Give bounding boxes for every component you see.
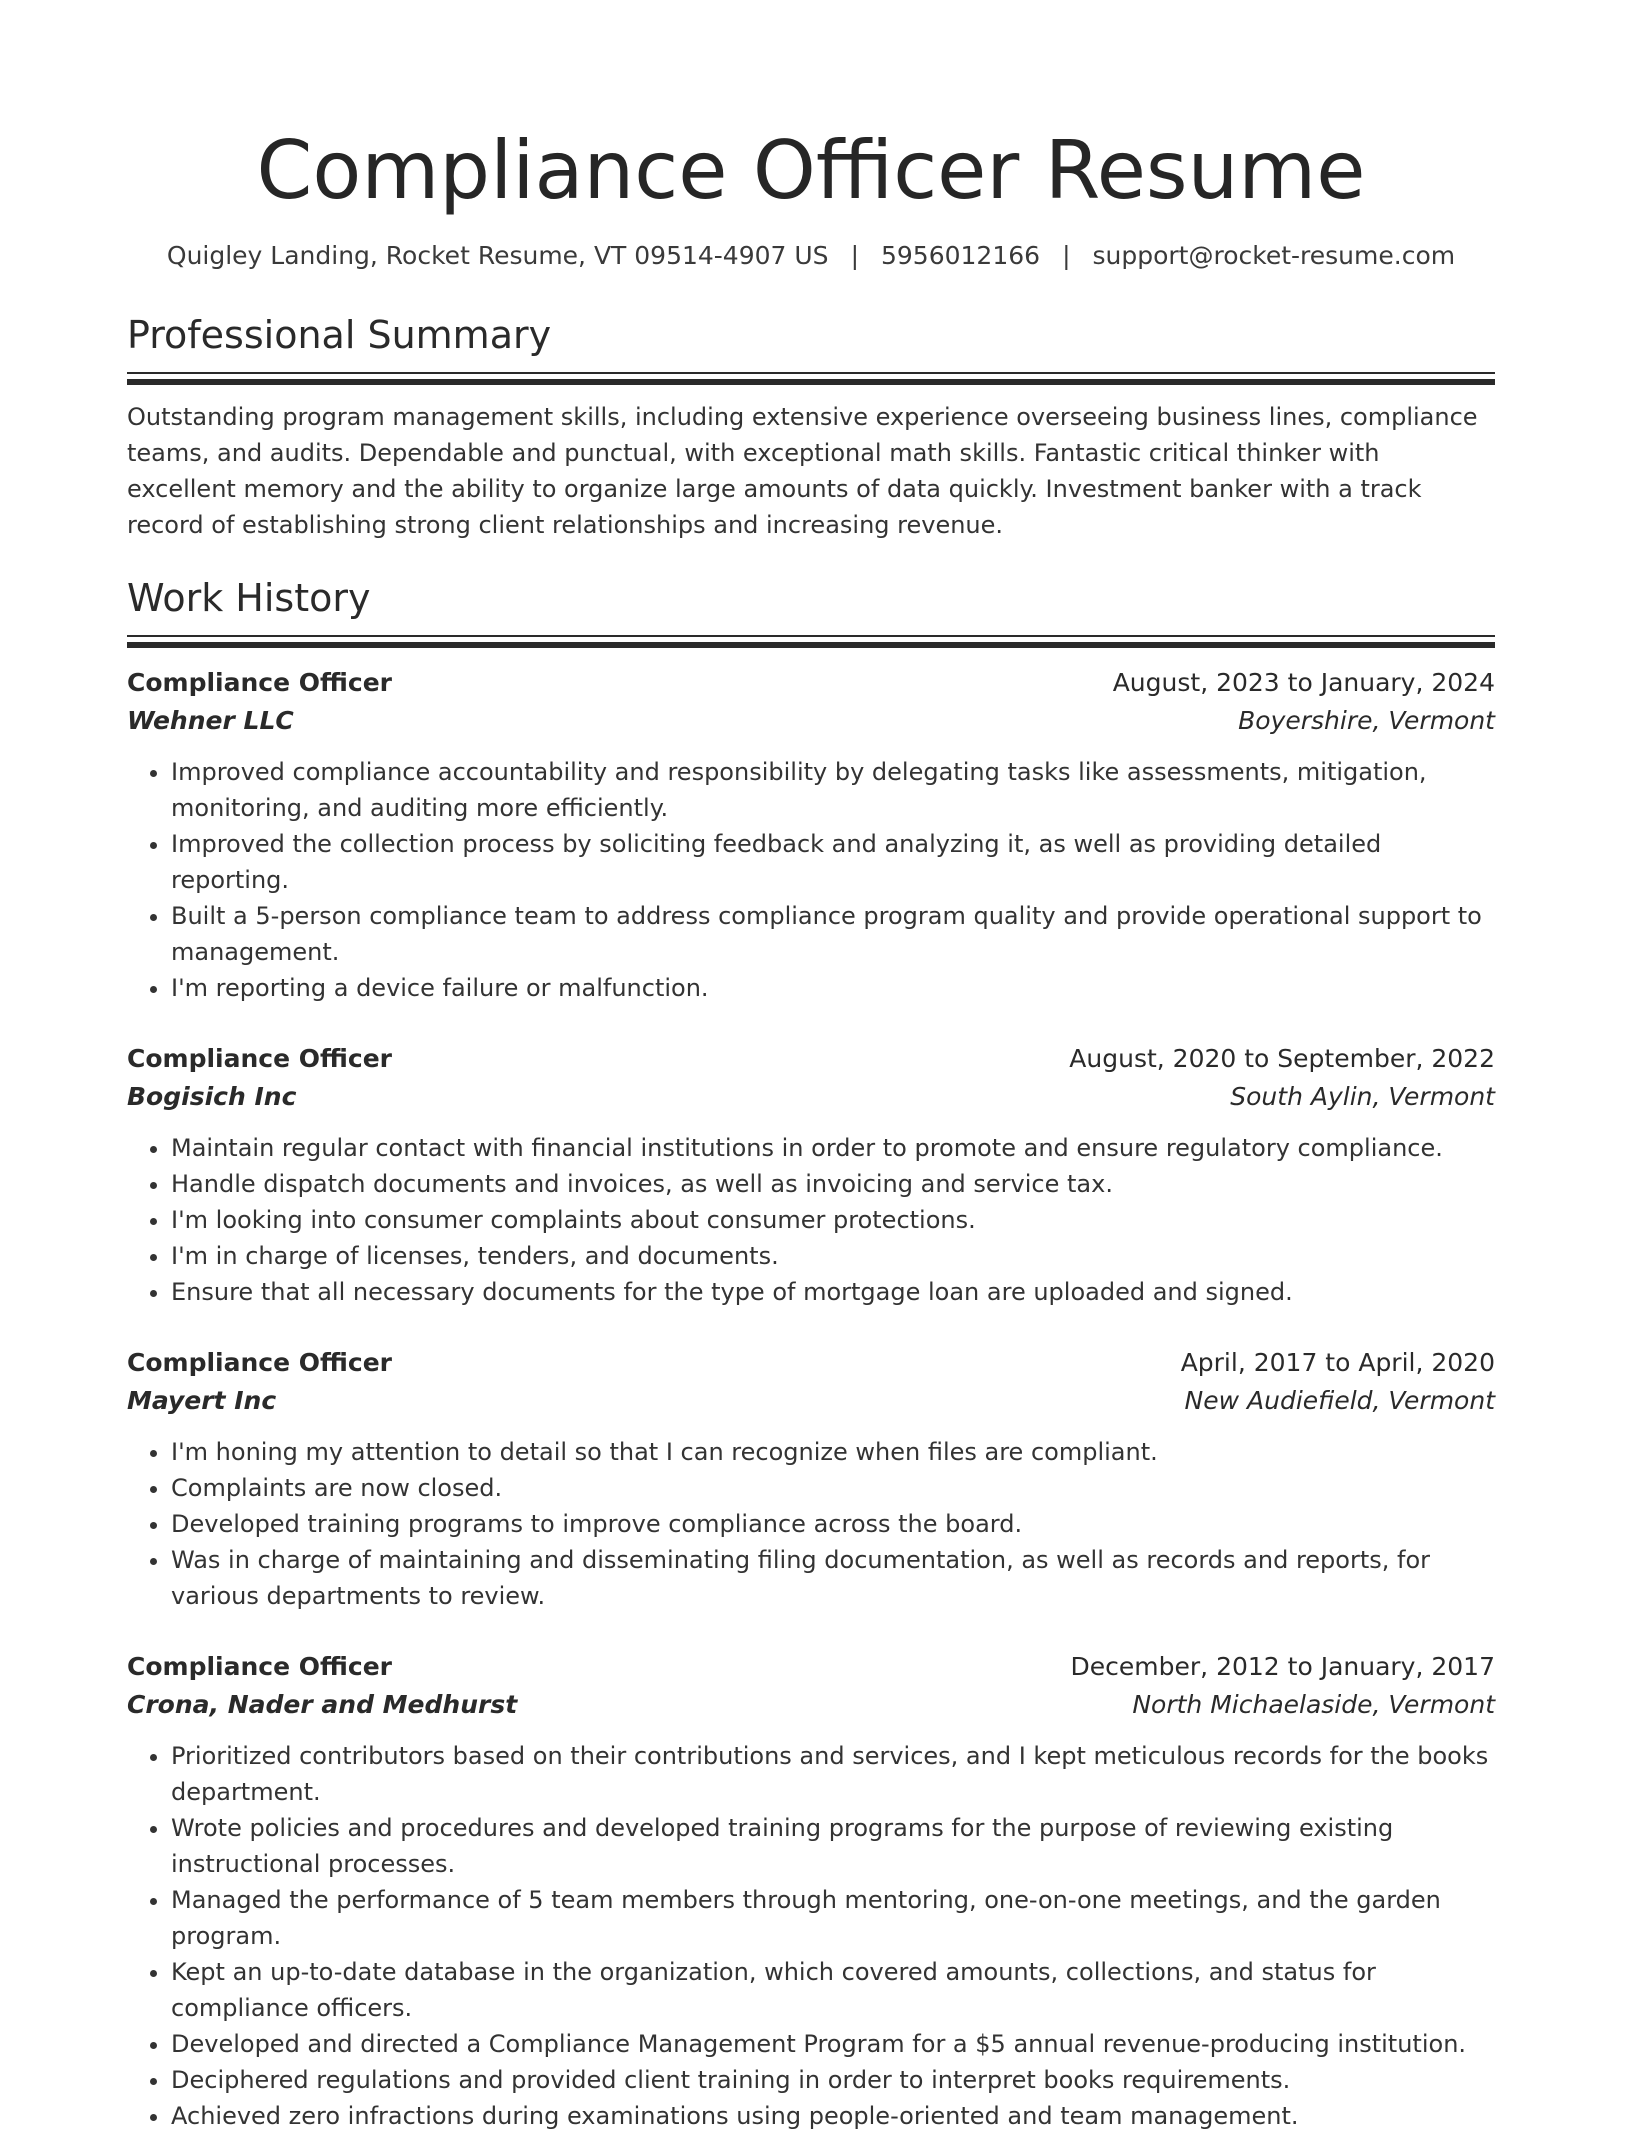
section-heading-work-history: Work History bbox=[127, 576, 371, 620]
job-bullet: • Was in charge of maintaining and disseminating filing documentation, as well as records and reports, for various departments to review. bbox=[171, 1542, 1495, 1614]
contact-address: Quigley Landing, Rocket Resume, VT 09514-4907 US bbox=[166, 241, 829, 270]
job-bullet: • Handle dispatch documents and invoices, as well as invoicing and service tax. bbox=[171, 1166, 1495, 1202]
contact-separator: | bbox=[1062, 241, 1071, 270]
contact-separator: | bbox=[850, 241, 859, 270]
job-title: Compliance Officer bbox=[127, 1348, 392, 1377]
job-bullet: • I'm looking into consumer complaints about consumer protections. bbox=[171, 1202, 1495, 1238]
job-bullet: • Built a 5-person compliance team to address compliance program quality and provide operational support to management. bbox=[171, 898, 1495, 970]
job-title-row bbox=[127, 664, 1495, 702]
job-bullet: • I'm in charge of licenses, tenders, and documents. bbox=[171, 1238, 1495, 1274]
job-company: Bogisich Inc bbox=[127, 1082, 297, 1111]
contact-phone: 5956012166 bbox=[881, 241, 1041, 270]
job-bullet: • Managed the performance of 5 team members through mentoring, one-on-one meetings, and the garden program. bbox=[171, 1882, 1495, 1954]
job-bullet: • Improved the collection process by soliciting feedback and analyzing it, as well as providing detailed reporting. bbox=[171, 826, 1495, 898]
job-dates: April, 2017 to April, 2020 bbox=[1180, 1348, 1495, 1377]
section-divider bbox=[127, 635, 1495, 648]
contact-line bbox=[127, 238, 1495, 274]
job-list bbox=[127, 664, 1495, 2134]
professional-summary-section bbox=[127, 312, 1495, 543]
job-bullet: • Wrote policies and procedures and developed training programs for the purpose of reviewing existing instructional processes. bbox=[171, 1810, 1495, 1882]
job-bullet-list bbox=[127, 1130, 1495, 1310]
job-title-row bbox=[127, 1648, 1495, 1686]
contact-email: support@rocket-resume.com bbox=[1092, 241, 1456, 270]
page-title: Compliance Officer Resume bbox=[256, 124, 1366, 217]
job-company: Wehner LLC bbox=[127, 706, 294, 735]
job-bullet: • Developed and directed a Compliance Management Program for a $5 annual revenue-producing institution. bbox=[171, 2026, 1495, 2062]
job-company: Crona, Nader and Medhurst bbox=[127, 1690, 518, 1719]
job-entry bbox=[127, 1344, 1495, 1614]
job-bullet: • Ensure that all necessary documents for the type of mortgage loan are uploaded and signed. bbox=[171, 1274, 1495, 1310]
section-heading-summary: Professional Summary bbox=[127, 313, 552, 357]
job-bullet: • Complaints are now closed. bbox=[171, 1470, 1495, 1506]
job-location: North Michaelaside, Vermont bbox=[1132, 1690, 1495, 1719]
job-company-row bbox=[127, 1686, 1495, 1724]
resume-page bbox=[127, 0, 1495, 2134]
job-bullet: • Deciphered regulations and provided client training in order to interpret books requirements. bbox=[171, 2062, 1495, 2098]
job-bullet: • Prioritized contributors based on their contributions and services, and I kept meticulous records for the books department. bbox=[171, 1738, 1495, 1810]
job-bullet: • I'm honing my attention to detail so that I can recognize when files are compliant. bbox=[171, 1434, 1495, 1470]
section-divider bbox=[127, 372, 1495, 385]
job-bullet-list bbox=[127, 1738, 1495, 2134]
job-title: Compliance Officer bbox=[127, 1652, 392, 1681]
job-title-row bbox=[127, 1344, 1495, 1382]
job-entry bbox=[127, 1040, 1495, 1310]
summary-text: Outstanding program management skills, including extensive experience overseeing business lines, compliance teams, and audits. Dependable and punctual, with exceptional math skills. Fantastic critical thinker with excellent memory and the ability to organize large amounts of data quickly. Investment banker with a track record of establishing strong client relationships and increasing revenue. bbox=[127, 403, 1478, 539]
job-bullet: • I'm reporting a device failure or malfunction. bbox=[171, 970, 1495, 1006]
work-history-section bbox=[127, 575, 1495, 2134]
job-location: New Audiefield, Vermont bbox=[1184, 1386, 1495, 1415]
job-title: Compliance Officer bbox=[127, 1044, 392, 1073]
job-bullet-list bbox=[127, 1434, 1495, 1614]
job-company-row bbox=[127, 1382, 1495, 1420]
job-location: South Aylin, Vermont bbox=[1230, 1082, 1495, 1111]
job-title: Compliance Officer bbox=[127, 668, 392, 697]
job-bullet: • Achieved zero infractions during examinations using people-oriented and team management. bbox=[171, 2098, 1495, 2134]
job-title-row bbox=[127, 1040, 1495, 1078]
job-bullet: • Improved compliance accountability and responsibility by delegating tasks like assessments, mitigation, monitoring, and auditing more efficiently. bbox=[171, 754, 1495, 826]
job-bullet-list bbox=[127, 754, 1495, 1006]
job-bullet: • Developed training programs to improve compliance across the board. bbox=[171, 1506, 1495, 1542]
job-company-row bbox=[127, 1078, 1495, 1116]
job-company: Mayert Inc bbox=[127, 1386, 277, 1415]
job-bullet: • Maintain regular contact with financial institutions in order to promote and ensure regulatory compliance. bbox=[171, 1130, 1495, 1166]
job-entry bbox=[127, 664, 1495, 1006]
job-dates: August, 2023 to January, 2024 bbox=[1112, 668, 1495, 697]
job-dates: December, 2012 to January, 2017 bbox=[1070, 1652, 1495, 1681]
job-company-row bbox=[127, 702, 1495, 740]
job-bullet: • Kept an up-to-date database in the organization, which covered amounts, collections, and status for compliance officers. bbox=[171, 1954, 1495, 2026]
job-entry bbox=[127, 1648, 1495, 2134]
job-dates: August, 2020 to September, 2022 bbox=[1069, 1044, 1495, 1073]
job-location: Boyershire, Vermont bbox=[1238, 706, 1495, 735]
